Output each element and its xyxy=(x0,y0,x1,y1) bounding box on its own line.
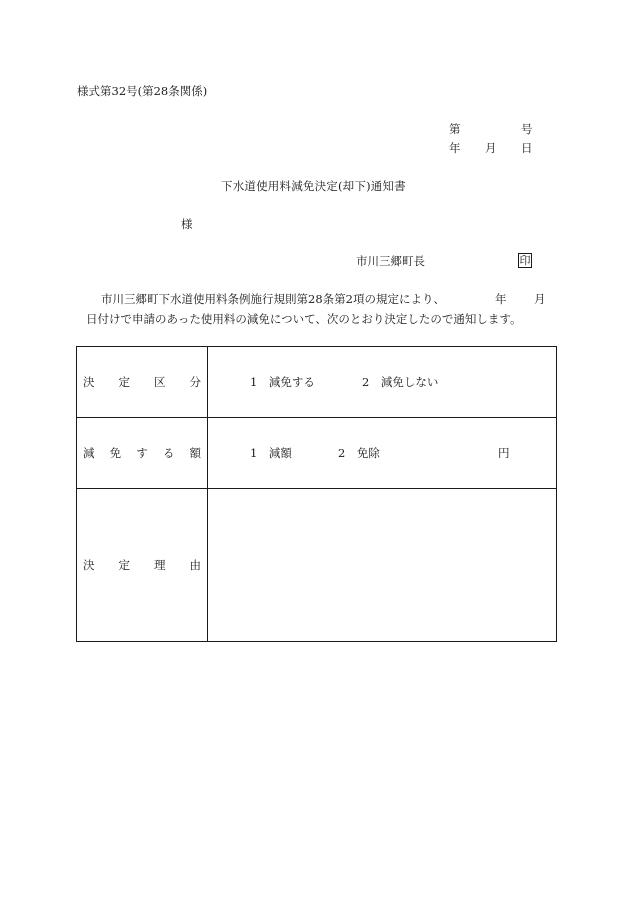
body-text-line-1 xyxy=(101,294,445,306)
table-row-decision-reason xyxy=(77,489,557,642)
form-number-label: 様式第32号(第28条関係) xyxy=(77,84,208,98)
label-char: 決 xyxy=(83,375,95,389)
date-year-label: 年 xyxy=(449,141,461,155)
body-month-label: 月 xyxy=(534,292,546,306)
label-char: 分 xyxy=(189,375,201,389)
body-text-line-2: 日付けで申請のあった使用料の減免について、次のとおり決定したので通知します。 xyxy=(86,312,522,326)
value-decision-reason xyxy=(208,489,557,642)
addressee-honorific: 様 xyxy=(181,217,193,231)
seal-mark: 印 xyxy=(519,254,531,267)
label-char: 定 xyxy=(118,558,130,572)
option-no-reduce: 2 減免しない xyxy=(362,375,439,389)
label-decision-reason xyxy=(77,489,208,642)
table-row-decision-type xyxy=(77,347,557,418)
document-number-suffix: 号 xyxy=(521,122,533,136)
value-reduction-amount xyxy=(208,418,557,489)
label-char: す xyxy=(136,446,148,460)
option-exemption: 2 免除 xyxy=(338,446,380,460)
option-reduced-amount: 1 減額 xyxy=(250,446,292,460)
currency-unit: 円 xyxy=(498,446,510,460)
label-decision-type xyxy=(77,347,208,418)
table-row-reduction-amount xyxy=(77,418,557,489)
value-decision-type xyxy=(208,347,557,418)
document-title: 下水道使用料減免決定(却下)通知書 xyxy=(221,179,406,193)
label-char: 決 xyxy=(83,558,95,572)
label-char: る xyxy=(162,446,175,460)
label-char: 定 xyxy=(118,375,130,389)
option-reduce: 1 減免する xyxy=(250,375,315,389)
sender-name: 市川三郷町長 xyxy=(356,254,425,268)
label-char: 由 xyxy=(189,558,201,572)
date-day-label: 日 xyxy=(521,141,533,155)
label-char: 額 xyxy=(189,446,201,460)
label-char: 理 xyxy=(154,558,166,572)
body-line-1-text: 市川三郷町下水道使用料条例施行規則第28条第2項の規定により、 xyxy=(101,292,445,306)
document-number-prefix: 第 xyxy=(449,122,461,136)
date-month-label: 月 xyxy=(485,141,497,155)
body-year-label: 年 xyxy=(495,292,507,306)
label-char: 減 xyxy=(83,446,95,460)
label-reduction-amount xyxy=(77,418,208,489)
label-char: 免 xyxy=(109,446,122,460)
decision-table xyxy=(76,346,557,642)
label-char: 区 xyxy=(154,375,166,389)
